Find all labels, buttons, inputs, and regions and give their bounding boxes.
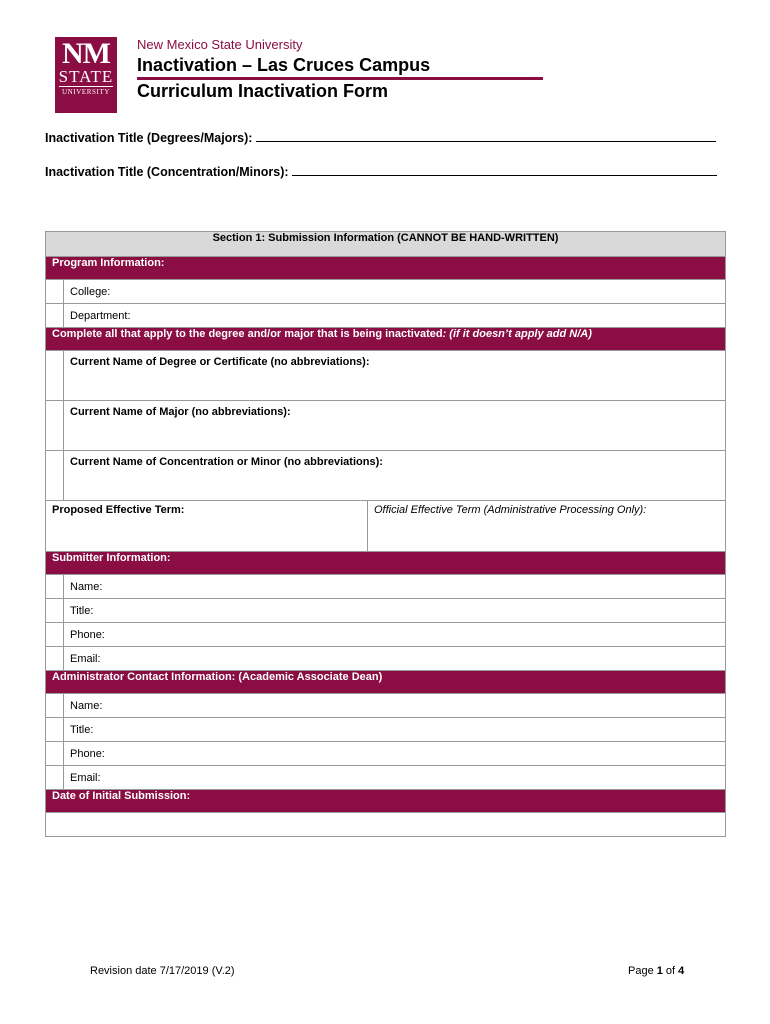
admin-title-row[interactable] (46, 718, 726, 742)
current-major-label: Current Name of Major (no abbreviations): (64, 401, 726, 451)
row-marker (46, 718, 64, 742)
submitter-info-bar (46, 552, 726, 575)
row-marker (46, 694, 64, 718)
college-label: College: (64, 280, 726, 304)
program-info-bar (46, 257, 726, 280)
submitter-email-label: Email: (64, 647, 726, 671)
row-marker (46, 599, 64, 623)
complete-all-note: : (if it doesn’t apply add N/A) (442, 328, 592, 340)
row-marker (46, 742, 64, 766)
form-subtitle: Curriculum Inactivation Form (137, 81, 389, 101)
program-info-heading: Program Information: (46, 257, 726, 280)
row-marker (46, 351, 64, 401)
row-marker (46, 451, 64, 501)
submitter-phone-row[interactable] (46, 623, 726, 647)
admin-phone-row[interactable] (46, 742, 726, 766)
submission-info-table (45, 231, 726, 837)
row-marker (46, 280, 64, 304)
admin-info-heading: Administrator Contact Information: (Academic Associate Dean) (46, 671, 726, 694)
admin-email-label: Email: (64, 766, 726, 790)
row-marker (46, 647, 64, 671)
logo-university: UNIVERSITY (59, 86, 113, 97)
page-prefix: Page (628, 965, 657, 977)
title-divider (137, 77, 543, 80)
row-marker (46, 623, 64, 647)
submitter-title-label: Title: (64, 599, 726, 623)
degrees-majors-title-field[interactable] (45, 131, 716, 145)
submitter-name-label: Name: (64, 575, 726, 599)
submitter-email-row[interactable] (46, 647, 726, 671)
submitter-phone-label: Phone: (64, 623, 726, 647)
submitter-name-row[interactable] (46, 575, 726, 599)
current-concentration-label: Current Name of Concentration or Minor (no abbreviations): (64, 451, 726, 501)
date-initial-field[interactable] (46, 813, 726, 837)
section-heading: Section 1: Submission Information (CANNOT BE HAND-WRITTEN) (46, 232, 726, 257)
row-marker (46, 766, 64, 790)
nmsu-logo (55, 37, 117, 113)
complete-all-text: Complete all that apply to the degree and/or major that is being inactivated (52, 328, 443, 340)
page-total: 4 (678, 965, 685, 977)
concentration-minors-line[interactable] (292, 165, 717, 176)
concentration-minors-title-field[interactable] (45, 165, 717, 179)
complete-all-heading (46, 328, 726, 351)
complete-all-bar (46, 328, 726, 351)
row-marker (46, 304, 64, 328)
official-term-label[interactable]: Official Effective Term (Administrative Processing Only): (368, 501, 726, 552)
admin-phone-label: Phone: (64, 742, 726, 766)
page-of: of (662, 965, 679, 977)
effective-term-row[interactable] (46, 501, 726, 552)
submitter-info-heading: Submitter Information: (46, 552, 726, 575)
page-current: 1 (656, 965, 663, 977)
concentration-minors-label: Inactivation Title (Concentration/Minors): (45, 165, 289, 179)
admin-title-label: Title: (64, 718, 726, 742)
current-concentration-row[interactable] (46, 451, 726, 501)
current-major-row[interactable] (46, 401, 726, 451)
current-degree-label: Current Name of Degree or Certificate (no abbreviations): (64, 351, 726, 401)
date-initial-bar (46, 790, 726, 813)
degrees-majors-line[interactable] (256, 131, 716, 142)
university-name: New Mexico State University (137, 37, 303, 52)
section-heading-row (46, 232, 726, 257)
page-number (628, 965, 684, 977)
date-initial-row[interactable] (46, 813, 726, 837)
college-row[interactable] (46, 280, 726, 304)
row-marker (46, 575, 64, 599)
degrees-majors-label: Inactivation Title (Degrees/Majors): (45, 131, 253, 145)
admin-name-row[interactable] (46, 694, 726, 718)
date-initial-heading: Date of Initial Submission: (46, 790, 726, 813)
submitter-title-row[interactable] (46, 599, 726, 623)
row-marker (46, 401, 64, 451)
admin-name-label: Name: (64, 694, 726, 718)
admin-email-row[interactable] (46, 766, 726, 790)
admin-info-bar (46, 671, 726, 694)
department-label: Department: (64, 304, 726, 328)
department-row[interactable] (46, 304, 726, 328)
form-title: Inactivation – Las Cruces Campus (137, 55, 431, 75)
current-degree-row[interactable] (46, 351, 726, 401)
proposed-term-label[interactable]: Proposed Effective Term: (46, 501, 368, 552)
logo-nm: NM (62, 37, 110, 70)
logo-state: STATE (58, 67, 114, 86)
revision-date: Revision date 7/17/2019 (V.2) (90, 965, 235, 977)
